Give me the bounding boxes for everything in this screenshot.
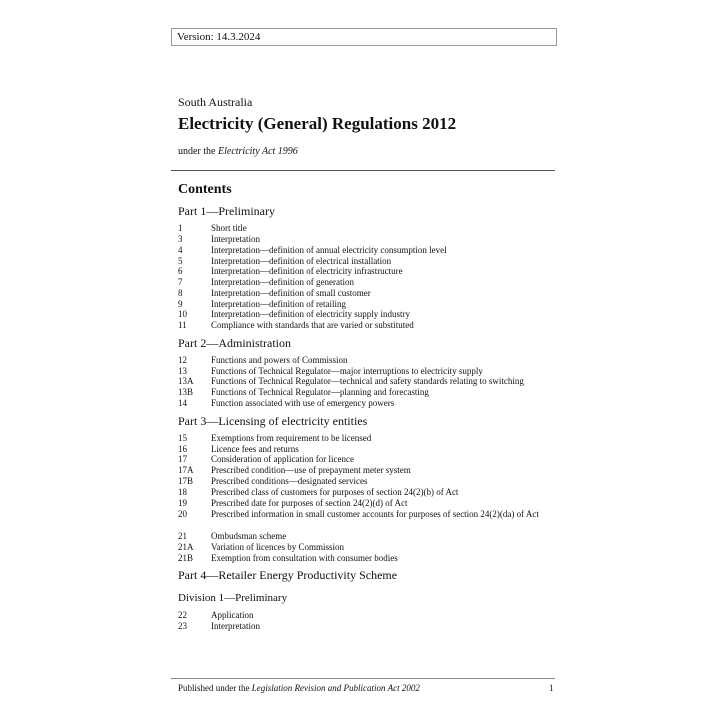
- toc-entry-number: 19: [178, 498, 187, 508]
- toc-entry-title: Licence fees and returns: [211, 444, 299, 454]
- toc-entry-title: Prescribed class of customers for purposes of section 24(2)(b) of Act: [211, 487, 459, 497]
- toc-entry-title: Interpretation: [211, 621, 260, 631]
- toc-entry-title: Short title: [211, 223, 247, 233]
- footer-rule: [171, 678, 555, 679]
- toc-entry-title: Variation of licences by Commission: [211, 542, 344, 552]
- toc-entry-title: Interpretation—definition of electricity supply industry: [211, 309, 410, 319]
- toc-entry-title: Functions of Technical Regulator—major interruptions to electricity supply: [211, 366, 483, 376]
- toc-entry-number: 5: [178, 256, 183, 266]
- toc-entry-number: 17B: [178, 476, 194, 486]
- toc-entry-title: Prescribed information in small customer accounts for purposes of section 24(2)(da) of Act: [211, 509, 539, 519]
- footer-prefix: Published under the: [178, 683, 252, 693]
- toc-entry-number: 6: [178, 266, 183, 276]
- toc-entry-title: Interpretation—definition of electricity infrastructure: [211, 266, 403, 276]
- toc-entry-title: Functions and powers of Commission: [211, 355, 348, 365]
- toc-entry-number: 21A: [178, 542, 194, 552]
- toc-entry-number: 22: [178, 610, 187, 620]
- toc-entry-title: Interpretation—definition of generation: [211, 277, 354, 287]
- toc-entry-title: Interpretation—definition of electrical installation: [211, 256, 392, 266]
- toc-entry-title: Function associated with use of emergency powers: [211, 398, 395, 408]
- jurisdiction-label: South Australia: [178, 95, 253, 109]
- footer-act-name: Legislation Revision and Publication Act 2002: [251, 683, 420, 693]
- toc-entry-title: Prescribed condition—use of prepayment meter system: [211, 465, 411, 475]
- toc-entry-number: 18: [178, 487, 187, 497]
- enabling-act-name: Electricity Act 1996: [218, 146, 298, 157]
- toc-entry-title: Interpretation: [211, 234, 260, 244]
- toc-entry-title: Prescribed date for purposes of section 24(2)(d) of Act: [211, 498, 408, 508]
- enabling-act-line: [178, 146, 298, 157]
- toc-entry-number: 23: [178, 621, 187, 631]
- toc-entry-number: 10: [178, 309, 187, 319]
- part-4-heading[interactable]: Part 4—Retailer Energy Productivity Scheme: [178, 568, 398, 582]
- header-rule: [171, 170, 555, 171]
- toc-entry-number: 15: [178, 433, 187, 443]
- toc-entry-title: Compliance with standards that are varied or substituted: [211, 320, 414, 330]
- toc-entry-number: 8: [178, 288, 183, 298]
- toc-entry-number: 11: [178, 320, 187, 330]
- division-1-heading[interactable]: Division 1—Preliminary: [178, 592, 288, 604]
- toc-entry-title: Interpretation—definition of retailing: [211, 299, 346, 309]
- contents-heading: Contents: [178, 182, 232, 197]
- publication-footer: [178, 683, 420, 693]
- toc-entry-title: Application: [211, 610, 254, 620]
- toc-entry-number: 17: [178, 454, 187, 464]
- toc-entry-title: Ombudsman scheme: [211, 531, 287, 541]
- toc-entry-number: 4: [178, 245, 183, 255]
- part-2-heading[interactable]: Part 2—Administration: [178, 336, 291, 350]
- toc-entry-number: 21: [178, 531, 187, 541]
- toc-entry-number: 20: [178, 509, 187, 519]
- toc-entry-title: Consideration of application for licence: [211, 454, 354, 464]
- toc-entry-number: 7: [178, 277, 183, 287]
- toc-entry-number: 1: [178, 223, 183, 233]
- toc-entry-number: 13: [178, 366, 187, 376]
- toc-entry-title: Exemption from consultation with consumer bodies: [211, 553, 398, 563]
- toc-entry-title: Functions of Technical Regulator—technical and safety standards relating to switching: [211, 376, 524, 386]
- toc-entry-title: Interpretation—definition of annual electricity consumption level: [211, 245, 447, 255]
- document-title: Electricity (General) Regulations 2012: [178, 114, 457, 133]
- toc-entry-number: 12: [178, 355, 187, 365]
- page-number: 1: [549, 683, 554, 693]
- part-1-heading[interactable]: Part 1—Preliminary: [178, 204, 275, 218]
- toc-entry-title: Prescribed conditions—designated services: [211, 476, 368, 486]
- toc-entry-number: 3: [178, 234, 183, 244]
- toc-entry-title: Interpretation—definition of small customer: [211, 288, 371, 298]
- toc-entry-number: 21B: [178, 553, 194, 563]
- toc-entry-number: 17A: [178, 465, 194, 475]
- toc-entry-number: 13A: [178, 376, 194, 386]
- enabling-act-prefix: under the: [178, 146, 218, 157]
- version-box: Version: 14.3.2024: [171, 28, 557, 46]
- toc-entry-number: 13B: [178, 387, 194, 397]
- toc-entry-number: 14: [178, 398, 187, 408]
- part-3-heading[interactable]: Part 3—Licensing of electricity entities: [178, 414, 368, 428]
- toc-entry-title: Functions of Technical Regulator—planning and forecasting: [211, 387, 429, 397]
- toc-entry-number: 16: [178, 444, 187, 454]
- toc-entry-number: 9: [178, 299, 183, 309]
- toc-entry-title: Exemptions from requirement to be licensed: [211, 433, 372, 443]
